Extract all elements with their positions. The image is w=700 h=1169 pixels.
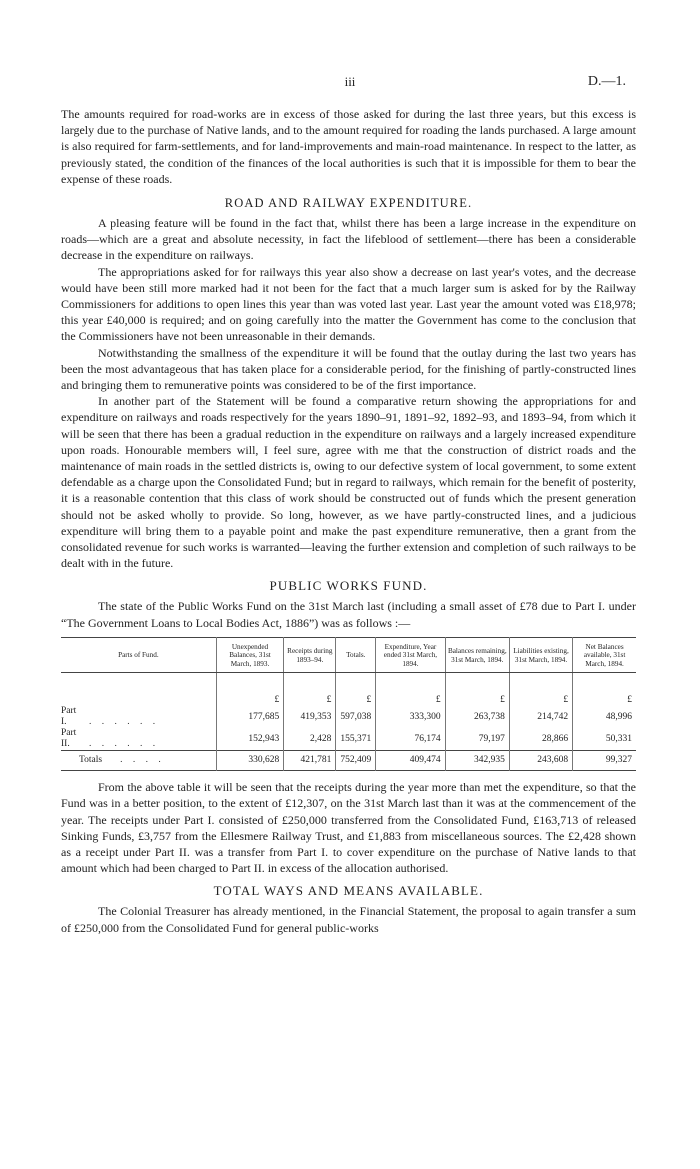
ways-means-heading: TOTAL WAYS AND MEANS AVAILABLE. [213, 883, 484, 899]
intro-paragraph: The amounts required for road-works are in excess of those asked for during the last three years, but this excess is largely due to the purchase of Native lands, and to the amount required for roading the lands purchased. A large amount is also required for farm-settlements, and for land-improvements and main-road maintenance. In respect to the latter, as previously stated, the condition of the finances of the local authorities is such that it is impossible for them to bear the expense of these roads. [61, 107, 636, 186]
table-cell: 333,300 [376, 706, 445, 728]
currency-symbol: £ [216, 695, 284, 706]
table-header-row [61, 637, 636, 672]
document-code: D.—1. [587, 74, 626, 89]
col-header-unexpended: Unexpended Balances, 31st March, 1893. [216, 637, 284, 672]
total-cell: 409,474 [376, 751, 445, 771]
table-cell: 214,742 [509, 706, 572, 728]
page-body [61, 106, 636, 936]
table-cell: 419,353 [284, 706, 336, 728]
table-cell: 155,371 [336, 728, 376, 751]
currency-row [61, 695, 636, 706]
table-cell: 177,685 [216, 706, 284, 728]
public-works-fund-heading: PUBLIC WORKS FUND. [269, 578, 428, 594]
table-cell: 76,174 [376, 728, 445, 751]
row-label: Part II. . . . . . . [61, 728, 160, 750]
page-number: iii [344, 74, 356, 89]
col-header-net-balances: Net Balances available, 31st March, 1894. [573, 637, 636, 672]
public-works-fund-table [61, 637, 636, 771]
table-cell: 48,996 [573, 706, 636, 728]
public-works-after-paragraph: From the above table it will be seen that the receipts during the year more than met the expenditure, so that the Fund was in a better position, to the extent of £12,307, on the 31st March last than it was at the commencement of the year. The receipts under Part I. consisted of £250,000 transferred from the Consolidated Fund, £163,713 of released Sinking Funds, £3,757 from the Ellesmere Railway Trust, and £1,883 from miscellaneous sources. The £2,428 shown as a receipt under Part II. was a transfer from Part I. to cover expenditure on the purchase of Native lands to that amount which had been charged to Part II. in excess of the allocation authorised. [61, 780, 636, 876]
road-paragraph-2: The appropriations asked for for railways this year also show a decrease on last year's votes, and the decrease would have been still more marked had it not been for the fact that a much larger sum is asked for by the Railway Commissioners for additions to open lines this year than was voted last year. Last year the amount voted was £18,978; this year £40,000 is required; and on going carefully into the matter the Government has come to the conclusion that the Commissioners have not been unreasonable in their demands. [61, 264, 636, 344]
currency-symbol: £ [376, 695, 445, 706]
road-paragraph-4: In another part of the Statement will be found a comparative return showing the appropriations for and expenditure on railways and roads respectively for the years 1890–91, 1891–92, 1892–93, and 1893–94, from which it will be seen that there has been a gradual reduction in the expenditure on railways and a largely increased expenditure upon roads. Honourable members will, I feel sure, agree with me that the construction of district roads and the maintenance of main roads in the settled districts is, owing to our defective system of local government, to some extent defendable as a charge upon the Consolidated Fund; but in regard to railways, which remain for the benefit of posterity, it is a reasonable contention that this class of work should be constructed out of funds which the present generation should not be asked wholly to provide. So long, however, as we have partly-constructed lines, and a judicious expenditure will bring them to a payable point and make the past expenditure remunerative, then a grant from the consolidated revenue for such works is warranted—leaving the further extension and completion of such railways to be dealt with in the future. [61, 394, 636, 571]
table-row [61, 706, 636, 728]
page-header [0, 74, 700, 94]
currency-symbol: £ [509, 695, 572, 706]
road-paragraph-3: Notwithstanding the smallness of the expenditure it will be found that the outlay during the last two years has been the most advantageous that has taken place for a considerable period, for the finishing of partly-constructed lines and bringing them to remunerative points was considered to be of the first importance. [61, 345, 636, 393]
road-railway-heading: ROAD AND RAILWAY EXPENDITURE. [224, 196, 473, 211]
total-cell: 421,781 [284, 751, 336, 771]
totals-row [61, 751, 636, 771]
table-cell: 263,738 [445, 706, 509, 728]
col-header-balances: Balances remaining, 31st March, 1894. [445, 637, 509, 672]
currency-symbol: £ [284, 695, 336, 706]
table-cell: 2,428 [284, 728, 336, 751]
row-label: Part I. . . . . . . [61, 706, 160, 728]
currency-symbol: £ [573, 695, 636, 706]
public-works-intro: The state of the Public Works Fund on the 31st March last (including a small asset of £78 due to Part I. under “The Government Loans to Local Bodies Act, 1886”) was as follows :— [61, 599, 636, 630]
currency-symbol: £ [336, 695, 376, 706]
col-header-receipts: Receipts during 1893–94. [284, 637, 336, 672]
ways-means-paragraph: The Colonial Treasurer has already mentioned, in the Financial Statement, the proposal to again transfer a sum of £250,000 from the Consolidated Fund for general public-works [61, 904, 636, 935]
table-cell: 50,331 [573, 728, 636, 751]
total-cell: 99,327 [573, 751, 636, 771]
col-header-parts: Parts of Fund. [61, 637, 216, 672]
table-row [61, 728, 636, 751]
col-header-liabilities: Liabilities existing, 31st March, 1894. [509, 637, 572, 672]
total-cell: 330,628 [216, 751, 284, 771]
road-paragraph-1: A pleasing feature will be found in the fact that, whilst there has been a large increase in the expenditure on roads—which are a great and absolute necessity, in fact the lifeblood of settlement—there has been a considerable decrease in the expenditure on railways. [61, 216, 636, 263]
currency-symbol: £ [445, 695, 509, 706]
table-cell: 597,038 [336, 706, 376, 728]
total-cell: 342,935 [445, 751, 509, 771]
table-cell: 28,866 [509, 728, 572, 751]
col-header-totals: Totals. [336, 637, 376, 672]
totals-label: Totals . . . . [61, 751, 216, 771]
total-cell: 243,608 [509, 751, 572, 771]
col-header-expenditure: Expenditure, Year ended 31st March, 1894. [376, 637, 445, 672]
table-cell: 152,943 [216, 728, 284, 751]
table-cell: 79,197 [445, 728, 509, 751]
table-spacer-row [61, 673, 636, 696]
total-cell: 752,409 [336, 751, 376, 771]
